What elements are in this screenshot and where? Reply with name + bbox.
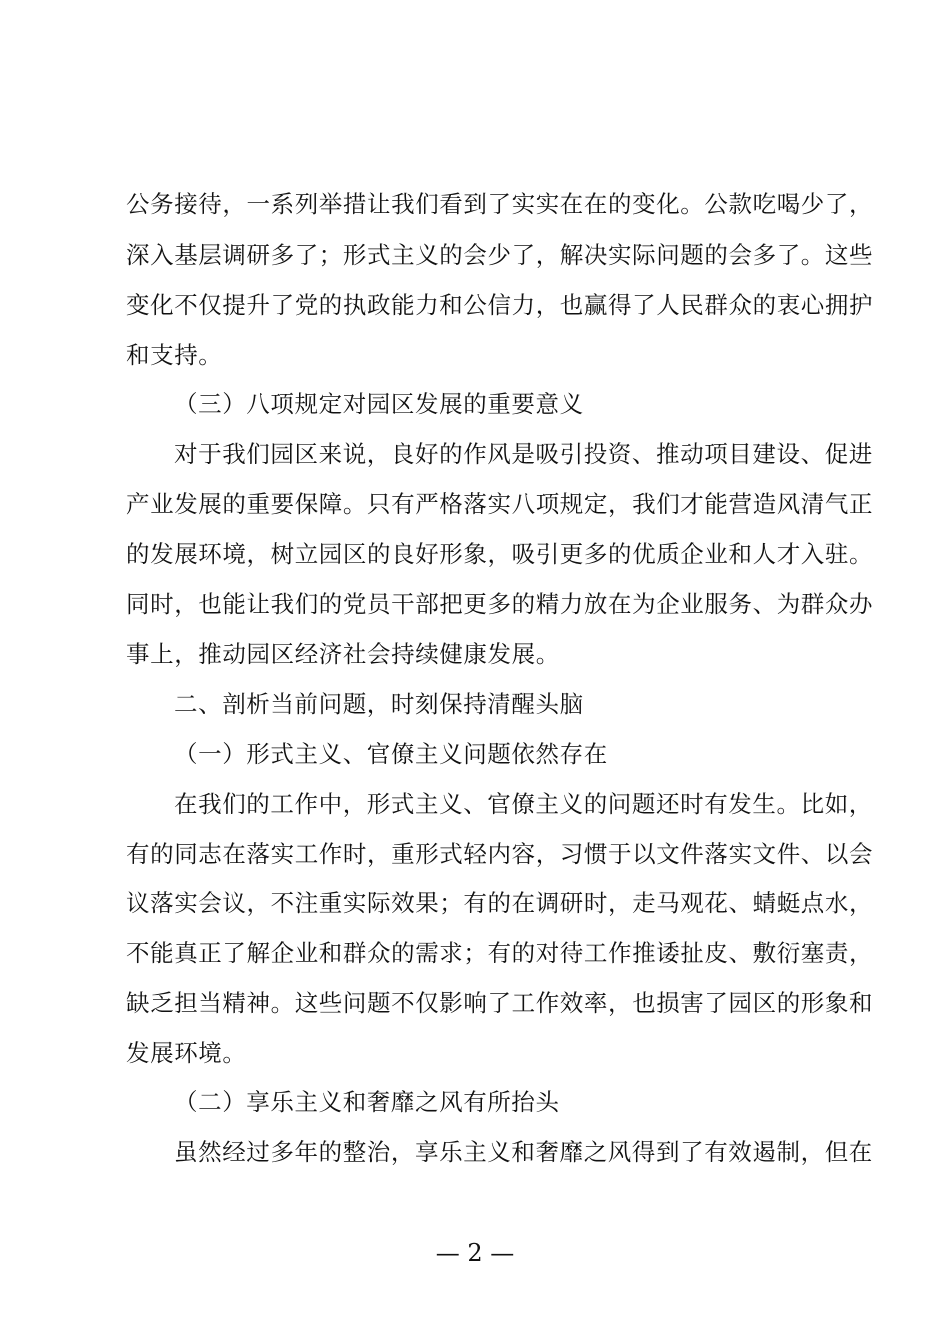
paragraph-line: 事上，推动园区经济社会持续健康发展。 [126,640,560,668]
paragraph-line: 有的同志在落实工作时，重形式轻内容，习惯于以文件落实文件、以会 [126,840,874,868]
paragraph-line: 虽然经过多年的整治，享乐主义和奢靡之风得到了有效遏制，但在 [174,1138,873,1166]
paragraph-line: 和支持。 [126,341,223,369]
section-heading: （二）享乐主义和奢靡之风有所抬头 [174,1088,560,1116]
page-number: — 2 — [435,1239,515,1267]
chapter-heading: 二、剖析当前问题，时刻保持清醒头脑 [174,690,584,718]
paragraph-line: 深入基层调研多了；形式主义的会少了，解决实际问题的会多了。这些 [126,241,874,269]
paragraph-line: 公务接待，一系列举措让我们看到了实实在在的变化。公款吃喝少了， [126,190,874,218]
paragraph-line: 产业发展的重要保障。只有严格落实八项规定，我们才能营造风清气正 [126,490,874,518]
paragraph-line: 不能真正了解企业和群众的需求；有的对待工作推诿扯皮、敷衍塞责， [126,939,874,967]
paragraph-line: 议落实会议，不注重实际效果；有的在调研时，走马观花、蜻蜓点水， [126,889,874,917]
paragraph-line: 同时，也能让我们的党员干部把更多的精力放在为企业服务、为群众办 [126,590,874,618]
paragraph-line: 的发展环境，树立园区的良好形象，吸引更多的优质企业和人才入驻。 [126,540,874,568]
paragraph-line: 发展环境。 [126,1039,247,1067]
section-heading: （三）八项规定对园区发展的重要意义 [174,390,584,418]
paragraph-line: 变化不仅提升了党的执政能力和公信力，也赢得了人民群众的衷心拥护 [126,291,874,319]
section-heading: （一）形式主义、官僚主义问题依然存在 [174,740,608,768]
paragraph-line: 缺乏担当精神。这些问题不仅影响了工作效率，也损害了园区的形象和 [126,989,874,1017]
paragraph-line: 对于我们园区来说，良好的作风是吸引投资、推动项目建设、促进 [174,440,873,468]
paragraph-line: 在我们的工作中，形式主义、官僚主义的问题还时有发生。比如， [174,790,873,818]
